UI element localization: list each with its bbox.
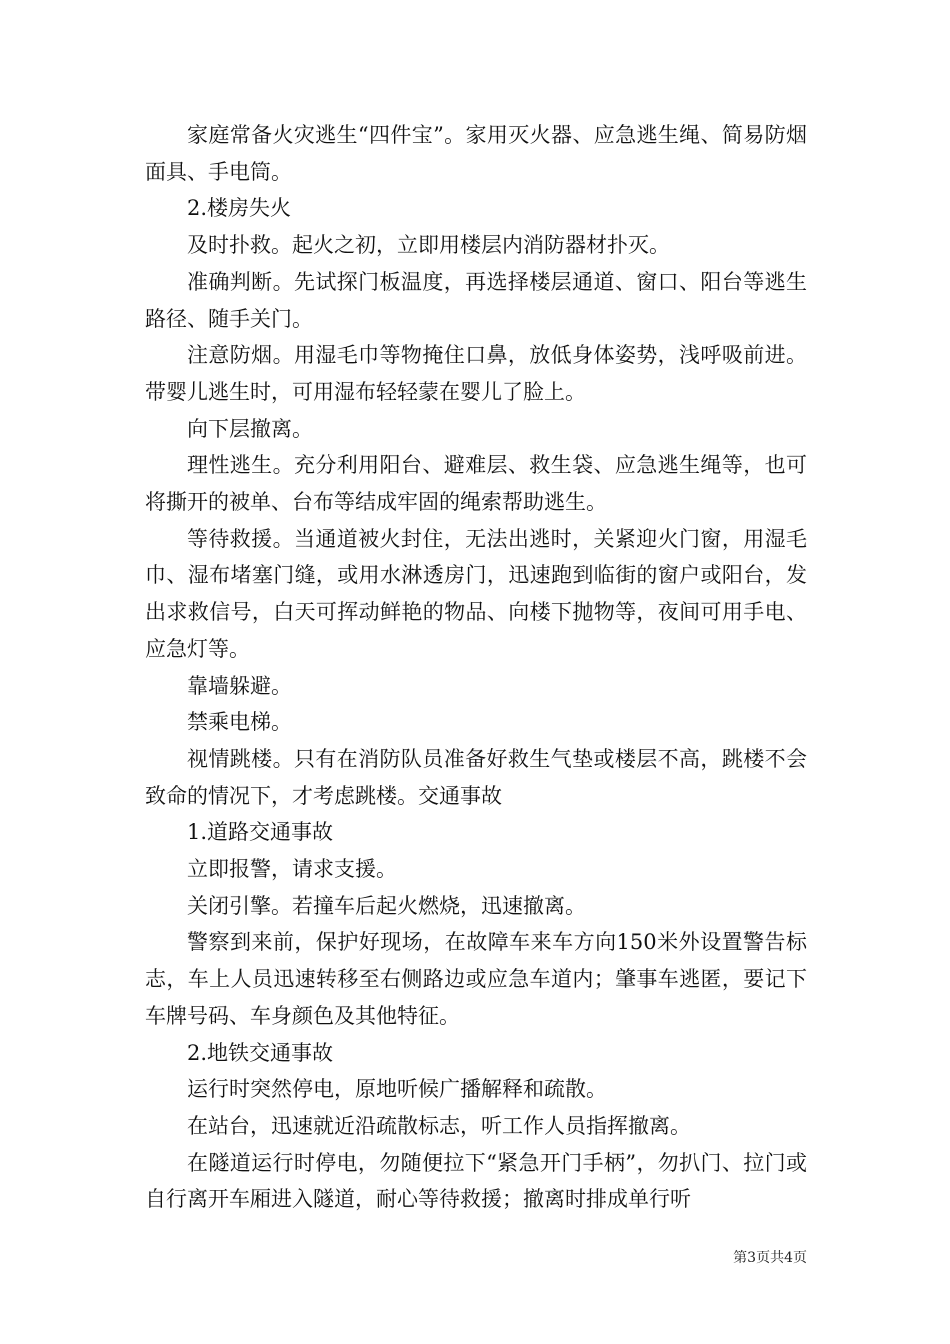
document-body — [145, 117, 807, 1218]
paragraph-no-elevator: 禁乘电梯。 — [187, 710, 292, 735]
paragraph-wall: 靠墙躲避。 — [187, 673, 292, 698]
paragraph-smoke: 注意防烟。用湿毛巾等物掩住口鼻，放低身体姿势，浅呼吸前进。带婴儿逃生时，可用湿布轻轻蒙在婴儿了脸上。 — [145, 343, 807, 404]
paragraph-extinguish: 及时扑救。起火之初，立即用楼层内消防器材扑灭。 — [187, 233, 670, 258]
paragraph-call-police: 立即报警，请求支援。 — [187, 857, 397, 882]
paragraph-protect-scene: 警察到来前，保护好现场，在故障车来车方向150米外设置警告标志，车上人员迅速转移至右侧路边或应急车道内；肇事车逃匿，要记下车牌号码、车身颜色及其他特征。 — [145, 930, 807, 1028]
paragraph-escape: 理性逃生。充分利用阳台、避难层、救生袋、应急逃生绳等，也可将撕开的被单、台布等结成牢固的绳索帮助逃生。 — [145, 453, 807, 515]
paragraph-wait-rescue: 等待救援。当通道被火封住，无法出逃时，关紧迎火门窗，用湿毛巾、湿布堵塞门缝，或用水淋透房门，迅速跑到临街的窗户或阳台，发出求救信号，白天可挥动鲜艳的物品、向楼下抛物等，夜间可用手电、应急灯等。 — [145, 526, 807, 661]
paragraph-fire-kit: 家庭常备火灾逃生“四件宝”。家用灭火器、应急逃生绳、简易防烟面具、手电筒。 — [145, 123, 807, 184]
paragraph-engine-off: 关闭引擎。若撞车后起火燃烧，迅速撤离。 — [187, 893, 586, 918]
heading-building-fire: 2.楼房失火 — [187, 196, 292, 221]
paragraph-jump: 视情跳楼。只有在消防队员准备好救生气垫或楼层不高，跳楼不会致命的情况下，才考虑跳楼。交通事故 — [145, 746, 807, 808]
paragraph-power-outage: 运行时突然停电，原地听候广播解释和疏散。 — [187, 1077, 607, 1102]
paragraph-platform: 在站台，迅速就近沿疏散标志，听工作人员指挥撤离。 — [187, 1113, 691, 1138]
heading-subway-accident: 2.地铁交通事故 — [187, 1040, 334, 1065]
heading-road-accident: 1.道路交通事故 — [187, 820, 334, 845]
paragraph-go-down: 向下层撤离。 — [187, 416, 313, 441]
paragraph-tunnel: 在隧道运行时停电，勿随便拉下“紧急开门手柄”，勿扒门、拉门或自行离开车厢进入隧道，耐心等待救援；撤离时排成单行听 — [145, 1150, 807, 1212]
page-number: 第3页共4页 — [733, 1250, 807, 1266]
paragraph-judge: 准确判断。先试探门板温度，再选择楼层通道、窗口、阳台等逃生路径、随手关门。 — [145, 269, 807, 331]
